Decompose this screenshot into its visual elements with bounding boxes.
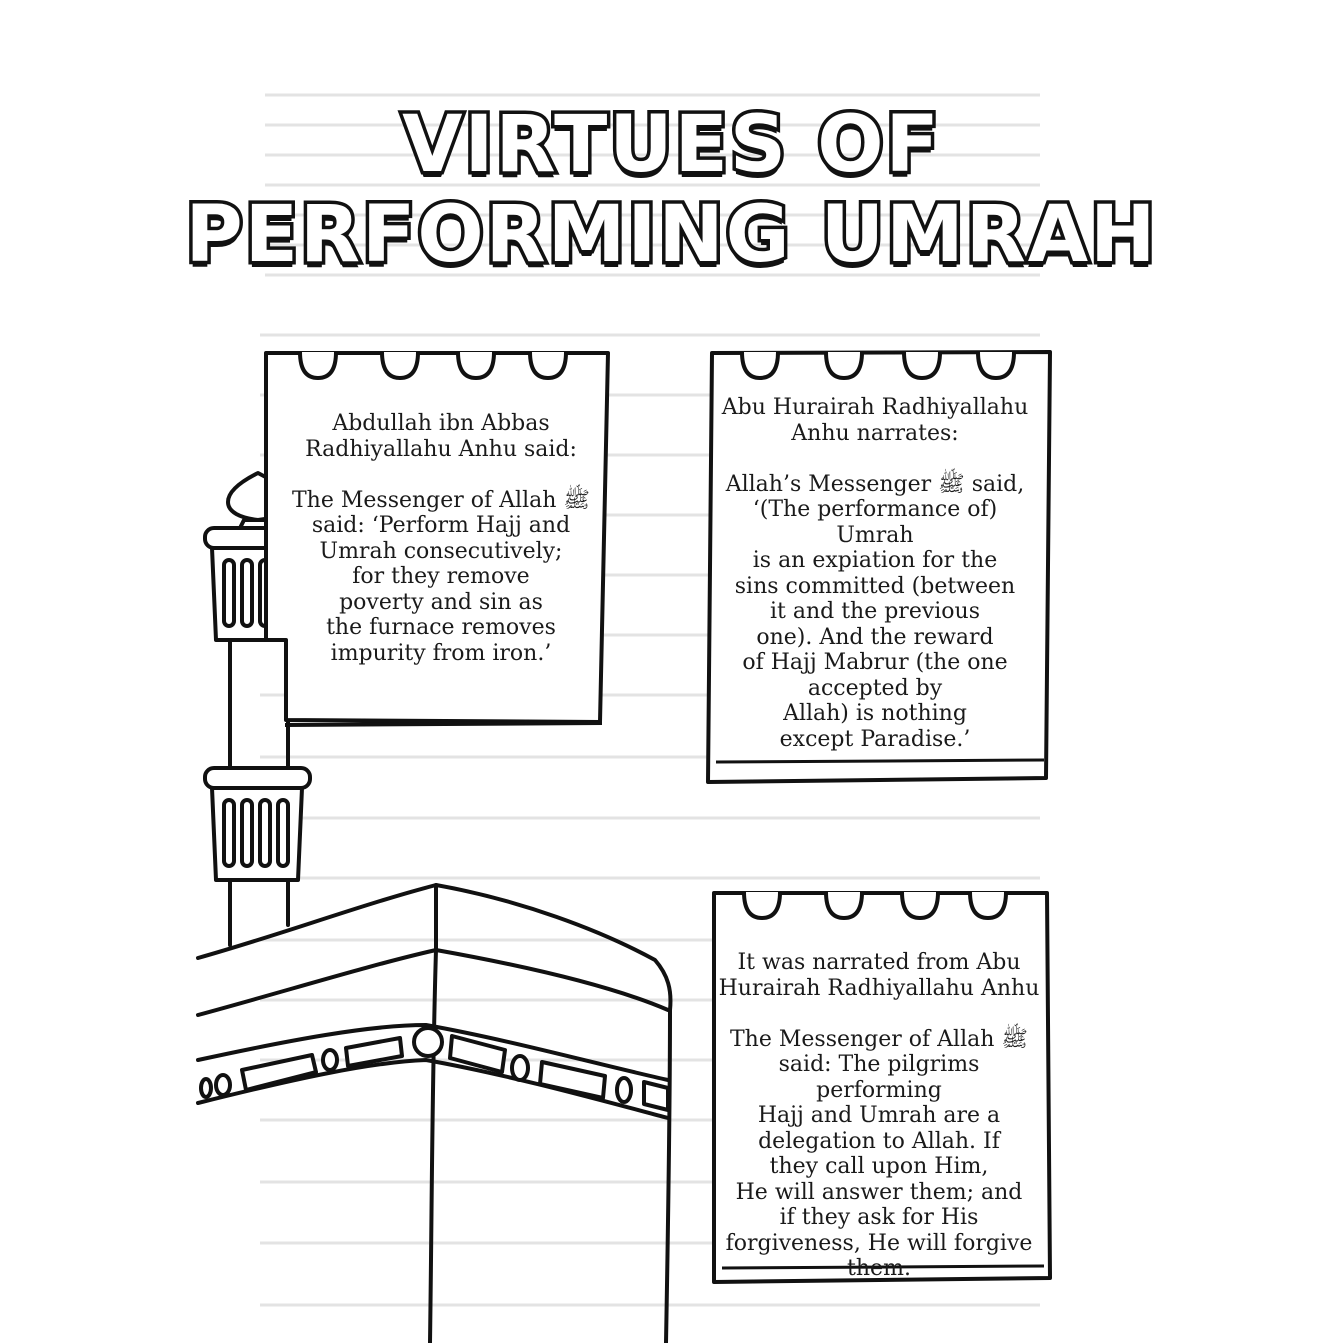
- page-title-line-1: VIRTUES OF: [402, 100, 941, 190]
- page-title-line-2: PERFORMING UMRAH: [185, 190, 1158, 280]
- note-1-hadith-text: Abdullah ibn Abbas Radhiyallahu Anhu said: The Messenger of Allah ﷺ said: ‘Perform Hajj and Umrah consecutively; for they remove poverty and sin as the furnace removes impurity from iron.’: [292, 411, 590, 666]
- note-3-hadith-text: It was narrated from Abu Hurairah Radhiyallahu Anhu The Messenger of Allah ﷺ said: The pilgrims performing Hajj and Umrah are a delegation to Allah. If they call upon Him, He will answer them; and if they ask for His forgiveness, He will forgive them.: [718, 950, 1040, 1281]
- note-2-hadith-text: Abu Hurairah Radhiyallahu Anhu narrates: Allah’s Messenger ﷺ said, ‘(The performance of) Umrah is an expiation for the sins committed (between it and the previous one). And the reward of Hajj Mabrur (the one accepted by Allah) is nothing except Paradise.’: [721, 395, 1029, 752]
- kaaba-drawing: [198, 885, 670, 1343]
